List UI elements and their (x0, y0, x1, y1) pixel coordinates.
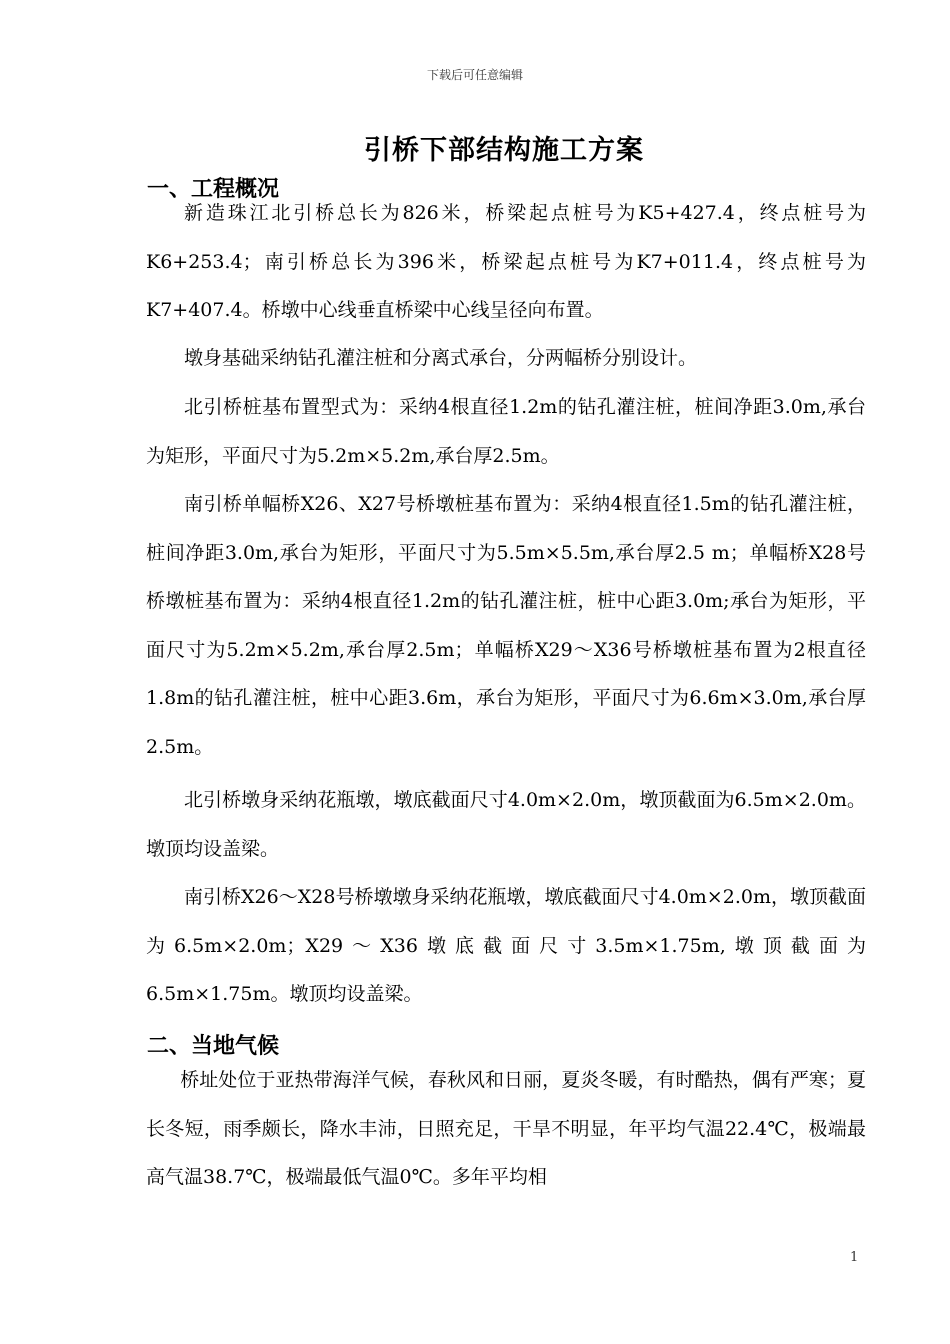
section-heading-overview: 一、工程概况 (147, 177, 280, 202)
paragraph-overview-3: 北引桥桩基布置型式为：采纳4根直径1.2m的钻孔灌注桩，桩间净距3.0m,承台为矩形，平面尺寸为5.2m×5.2m,承台厚2.5m。 (146, 396, 866, 467)
paragraph-overview-4: 南引桥单幅桥X26、X27号桥墩桩基布置为：采纳4根直径1.5m的钻孔灌注桩，桩间净距3.0m,承台为矩形，平面尺寸为5.5m×5.5m,承台厚2.5 m；单幅桥X28号桥墩桩基布置为：采纳4根直径1.2m的钻孔灌注桩，桩中心距3.0m;承台为矩形，平面尺寸为5.2m×5.2m,承台厚2.5m；单幅桥X29～X36号桥墩桩基布置为2根直径1.8m的钻孔灌注桩，桩中心距3.6m，承台为矩形，平面尺寸为6.6m×3.0m,承台厚2.5m。 (146, 493, 866, 758)
section-heading-climate: 二、当地气候 (147, 1034, 280, 1059)
paragraph-overview-2: 墩身基础采纳钻孔灌注桩和分离式承台，分两幅桥分别设计。 (184, 347, 698, 369)
paragraph-overview-5: 北引桥墩身采纳花瓶墩，墩底截面尺寸4.0m×2.0m，墩顶截面为6.5m×2.0m。墩顶均设盖梁。 (146, 789, 866, 860)
paragraph-overview-6: 南引桥X26～X28号桥墩墩身采纳花瓶墩，墩底截面尺寸4.0m×2.0m，墩顶截面为6.5m×2.0m；X29～X36墩底截面尺寸3.5m×1.75m,墩顶截面为6.5m×1.75m。墩顶均设盖梁。 (146, 886, 866, 1006)
paragraph-overview-1: 新造珠江北引桥总长为826米，桥梁起点桩号为K5+427.4，终点桩号为K6+253.4；南引桥总长为396米，桥梁起点桩号为K7+011.4，终点桩号为K7+407.4。桥墩中心线垂直桥梁中心线呈径向布置。 (146, 202, 866, 322)
header-note: 下载后可任意编辑 (426, 68, 523, 82)
document-title: 引桥下部结构施工方案 (364, 135, 644, 166)
paragraph-climate-1: 桥址处位于亚热带海洋气候，春秋风和日丽，夏炎冬暖，有时酷热，偶有严寒；夏长冬短，雨季颇长，降水丰沛，日照充足，干旱不明显，年平均气温22.4℃，极端最高气温38.7℃，极端最低气温0℃。多年平均相 (146, 1069, 866, 1189)
page-number: 1 (850, 1250, 859, 1265)
